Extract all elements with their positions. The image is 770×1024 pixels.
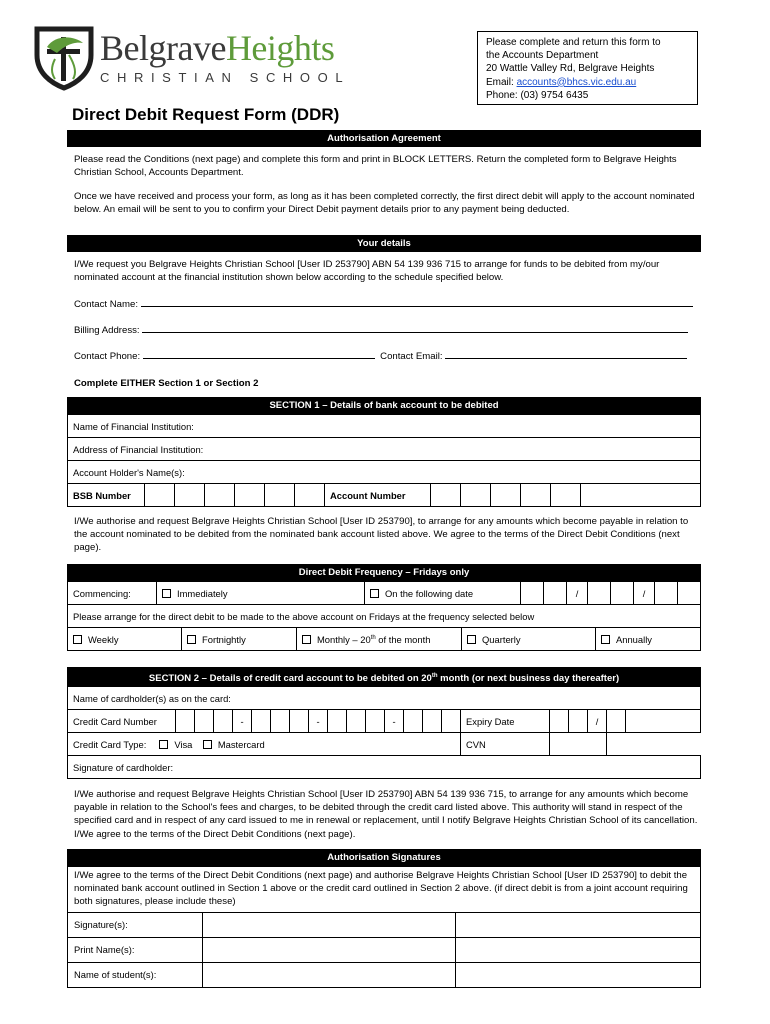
- section1-table: [67, 414, 701, 507]
- cc-dash: -: [385, 710, 404, 733]
- auth-agreement-heading: Authorisation Agreement: [67, 130, 701, 147]
- signature-input-area-1[interactable]: [203, 913, 454, 987]
- auth-para-2: Once we have received and process your form, as long as it has been completed correctly, the first direct debit will apply to the account nominated below. An email will be sent to you to confirm your Direct Debit payment details prior to any payment being deducted.: [74, 191, 695, 216]
- on-date-label: On the following date: [385, 587, 474, 599]
- cc-type-row: [68, 733, 461, 756]
- checkbox-icon[interactable]: [601, 635, 610, 644]
- contact-name-label: Contact Name:: [74, 299, 138, 310]
- checkbox-icon[interactable]: [73, 635, 82, 644]
- commencing-label: Commencing:: [68, 582, 157, 605]
- cc-digit-cell[interactable]: [442, 710, 461, 733]
- frequency-heading: Direct Debit Frequency – Fridays only: [67, 564, 701, 581]
- checkbox-icon[interactable]: [370, 589, 379, 598]
- contact-address: 20 Wattle Valley Rd, Belgrave Heights: [486, 63, 655, 75]
- date-cell[interactable]: [678, 582, 701, 605]
- date-cell[interactable]: [544, 582, 567, 605]
- monthly-label-sup: th: [370, 634, 376, 641]
- date-slash[interactable]: /: [634, 582, 655, 605]
- bsb-digit-cell[interactable]: [145, 484, 175, 507]
- annually-option[interactable]: [596, 628, 701, 651]
- billing-address-line: [74, 324, 688, 336]
- weekly-label: Weekly: [88, 633, 119, 645]
- contact-email-field[interactable]: [445, 350, 687, 359]
- section2-heading-pre: SECTION 2 – Details of credit card account to be debited on 20: [148, 673, 432, 685]
- frequency-table: [67, 581, 701, 628]
- expiry-slash: /: [588, 710, 607, 733]
- contact-name-field[interactable]: [141, 298, 693, 307]
- monthly-label-post: of the month: [375, 633, 431, 645]
- cardholder-field[interactable]: Name of cardholder(s) as on the card:: [68, 687, 701, 710]
- section2-para: I/We authorise and request Belgrave Heights Christian School [User ID 253790] ABN 54 139 936 715, to arrange for any amounts which become payable in relation to the School's fees and charges, to be debited through the credit card listed above. This authority will stand in respect of the specified card and in respect of any card issued to me in renewal or replacement, until I notify Belgrave Heights Christian School of its cancellation. I/We agree to the terms of the Direct Debit Conditions (next page).: [74, 789, 698, 840]
- institution-address-field[interactable]: Address of Financial Institution:: [68, 438, 701, 461]
- cc-digit-cell[interactable]: [347, 710, 366, 733]
- contact-phone-field[interactable]: [143, 350, 375, 359]
- cc-digit-cell[interactable]: [290, 710, 309, 733]
- bsb-label: BSB Number: [68, 484, 145, 507]
- cc-digit-cell[interactable]: [423, 710, 442, 733]
- cc-dash: -: [233, 710, 252, 733]
- bsb-digit-cell[interactable]: [205, 484, 235, 507]
- student-name-label: Name of student(s):: [74, 969, 157, 980]
- school-name-heights: Heights: [225, 28, 335, 68]
- cc-digit-cell[interactable]: [252, 710, 271, 733]
- expiry-cell[interactable]: [607, 710, 626, 733]
- cc-number-label: Credit Card Number: [68, 710, 176, 733]
- cc-digit-cell[interactable]: [195, 710, 214, 733]
- account-digit-cell[interactable]: [431, 484, 461, 507]
- signatures-para: I/We agree to the terms of the Direct Debit Conditions (next page) and authorise Belgrave Heights Christian School [User ID 253790] to debit the nominated bank account outlined in Section 1 above or the credit card outlined in Section 2 above. (if direct debit is from a joint account requiring both signatures, please include these): [74, 870, 688, 908]
- frequency-instruction: Please arrange for the direct debit to be made to the above account on Fridays at the frequency selected below: [68, 605, 701, 628]
- cc-type-label: Credit Card Type:: [73, 738, 147, 750]
- cvn-field[interactable]: [550, 733, 607, 756]
- email-link[interactable]: accounts@bhcs.vic.edu.au: [516, 76, 637, 88]
- cc-digit-cell[interactable]: [271, 710, 290, 733]
- section2-heading-sup: th: [431, 673, 438, 679]
- cardholder-signature-field[interactable]: Signature of cardholder:: [68, 756, 701, 779]
- auth-para-1: Please read the Conditions (next page) and complete this form and print in BLOCK LETTERS. Return the completed form to Belgrave Heights Christian School, Accounts Department.: [74, 154, 677, 179]
- section1-heading: SECTION 1 – Details of bank account to be debited: [67, 397, 701, 414]
- school-crest-icon: [33, 25, 95, 91]
- billing-address-field[interactable]: [142, 324, 688, 333]
- visa-label: Visa: [174, 738, 193, 750]
- account-digit-cell[interactable]: [461, 484, 491, 507]
- annually-label: Annually: [616, 633, 652, 645]
- section1-para: I/We authorise and request Belgrave Heights Christian School [User ID 253790], to arrange for any amounts which become payable in relation to the account nominated to be debited from the nominated bank account listed above. We agree to the terms of the Direct Debit Conditions (next page).: [74, 516, 689, 554]
- account-digit-cell[interactable]: [581, 484, 701, 507]
- blank-cell: [607, 733, 701, 756]
- immediately-label: Immediately: [177, 587, 228, 599]
- date-cell[interactable]: [588, 582, 611, 605]
- school-subtitle: CHRISTIAN SCHOOL: [100, 70, 351, 85]
- email-label: Email:: [486, 76, 517, 88]
- cc-digit-cell[interactable]: [214, 710, 233, 733]
- bsb-digit-cell[interactable]: [295, 484, 325, 507]
- fortnightly-option[interactable]: [182, 628, 297, 651]
- account-digit-cell[interactable]: [491, 484, 521, 507]
- your-details-heading: Your details: [67, 235, 701, 252]
- cc-digit-cell[interactable]: [328, 710, 347, 733]
- contact-line: the Accounts Department: [486, 50, 599, 62]
- section2-heading: [67, 667, 701, 686]
- bsb-digit-cell[interactable]: [235, 484, 265, 507]
- cvn-label: CVN: [461, 733, 550, 756]
- details-para: I/We request you Belgrave Heights Christian School [User ID 253790] ABN 54 139 936 715 to arrange for funds to be debited from my/our nominated account at the financial institution shown below according to the schedule specified below.: [74, 259, 660, 284]
- checkbox-icon[interactable]: [203, 740, 212, 749]
- contact-line: Please complete and return this form to: [486, 37, 661, 48]
- checkbox-icon[interactable]: [159, 740, 168, 749]
- cc-digit-cell[interactable]: [404, 710, 423, 733]
- date-cell[interactable]: [521, 582, 544, 605]
- form-title: Direct Debit Request Form (DDR): [72, 105, 340, 124]
- account-holder-field[interactable]: Account Holder's Name(s):: [68, 461, 701, 484]
- cc-dash: -: [309, 710, 328, 733]
- signature-label: Signature(s):: [74, 919, 128, 930]
- contact-name-line: [74, 298, 693, 310]
- monthly-label-pre: Monthly – 20: [317, 633, 371, 645]
- on-date-option[interactable]: [365, 582, 521, 605]
- cc-digit-cell[interactable]: [176, 710, 195, 733]
- weekly-option[interactable]: [68, 628, 182, 651]
- monthly-option[interactable]: [297, 628, 462, 651]
- billing-address-label: Billing Address:: [74, 325, 140, 336]
- mastercard-label: Mastercard: [217, 738, 265, 750]
- bsb-digit-cell[interactable]: [265, 484, 295, 507]
- checkbox-icon[interactable]: [467, 635, 476, 644]
- contact-phone-line: [74, 350, 687, 362]
- account-number-label: Account Number: [325, 484, 431, 507]
- signatures-heading: Authorisation Signatures: [67, 849, 701, 866]
- expiry-label: Expiry Date: [461, 710, 550, 733]
- school-logo: [100, 30, 350, 85]
- contact-phone-label: Contact Phone:: [74, 351, 141, 362]
- date-cell[interactable]: [655, 582, 678, 605]
- cc-digit-cell[interactable]: [366, 710, 385, 733]
- date-slash[interactable]: /: [567, 582, 588, 605]
- institution-name-field[interactable]: Name of Financial Institution:: [68, 415, 701, 438]
- account-digit-cell[interactable]: [521, 484, 551, 507]
- account-digit-cell[interactable]: [551, 484, 581, 507]
- signature-input-area-2[interactable]: [456, 913, 700, 987]
- checkbox-icon[interactable]: [302, 635, 311, 644]
- fortnightly-label: Fortnightly: [202, 633, 246, 645]
- contact-phone: Phone: (03) 9754 6435: [486, 89, 589, 101]
- contact-email-label: Contact Email:: [380, 351, 443, 362]
- expiry-cell[interactable]: [569, 710, 588, 733]
- frequency-options-table: [67, 627, 701, 651]
- quarterly-option[interactable]: [462, 628, 596, 651]
- bsb-digit-cell[interactable]: [175, 484, 205, 507]
- date-cell[interactable]: [611, 582, 634, 605]
- school-name-belgrave: Belgrave: [100, 28, 226, 68]
- immediately-option[interactable]: [157, 582, 365, 605]
- expiry-cell[interactable]: [550, 710, 569, 733]
- expiry-cell[interactable]: [626, 710, 701, 733]
- complete-either-note: Complete EITHER Section 1 or Section 2: [74, 378, 259, 389]
- checkbox-icon[interactable]: [162, 589, 171, 598]
- contact-info-box: [477, 31, 698, 105]
- section2-table: [67, 686, 701, 779]
- quarterly-label: Quarterly: [482, 633, 521, 645]
- section2-heading-post: month (or next business day thereafter): [437, 673, 620, 685]
- checkbox-icon[interactable]: [187, 635, 196, 644]
- print-name-label: Print Name(s):: [74, 944, 135, 955]
